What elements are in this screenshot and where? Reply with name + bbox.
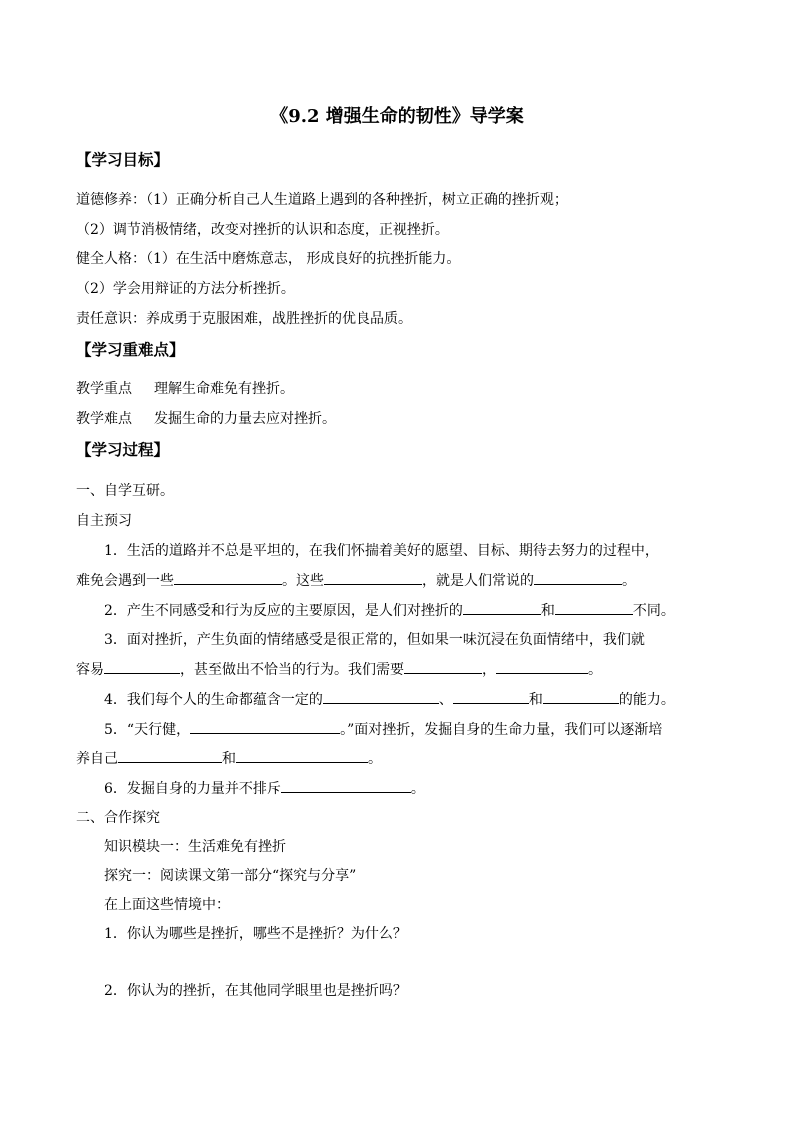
teaching-difficulty-text: 发掘生命的力量去应对挫折。 [154,411,336,427]
question-3-line-1: 3．面对挫折，产生负面的情绪感受是很正常的，但如果一味沉浸在负面情绪中，我们就 [104,632,645,648]
question-3-line-2: 容易 ，甚至做出不恰当的行为。我们需要 ， 。 [76,659,602,679]
answer-blank[interactable] [463,600,541,615]
question-1-line-1: 1．生活的道路并不总是平坦的，在我们怀揣着美好的愿望、目标、期待去努力的过程中， [104,543,659,559]
question-5-line-1: 5．“天行健， 。”面对挫折，发掘自身的生命力量，我们可以逐渐培 [104,719,662,739]
answer-blank[interactable] [496,659,588,674]
exploration-1: 探究一：阅读课文第一部分“探究与分享” [104,868,357,884]
goal-moral-1: 道德修养：（1）正确分析自己人生道路上遇到的各种挫折，树立正确的挫折观； [76,192,568,208]
keypoints-heading: 【学习重难点】 [76,340,185,359]
goal-personality-2: （2）学会用辩证的方法分析挫折。 [76,281,295,297]
question-4: 4．我们每个人的生命都蕴含一定的 、 和 的能力。 [104,689,675,709]
answer-blank[interactable] [174,570,282,585]
teaching-difficulty-label: 教学难点 [76,411,132,427]
question-1-line-2: 难免会遇到一些 。这些 ，就是人们常说的 。 [76,570,636,590]
teaching-difficulty [76,409,336,429]
part-two-title: 二、合作探究 [76,810,160,826]
answer-blank[interactable] [104,659,180,674]
document-title: 《9.2 增强生命的韧性》导学案 [270,106,524,127]
goal-moral-2: （2）调节消极情绪，改变对挫折的认识和态度，正视挫折。 [76,222,449,238]
answer-blank[interactable] [118,748,222,763]
answer-blank[interactable] [543,689,619,704]
answer-blank[interactable] [404,659,482,674]
teaching-focus [76,379,294,399]
question-2: 2．产生不同感受和行为反应的主要原因，是人们对挫折的 和 不同。 [104,600,675,620]
goal-responsibility: 责任意识：养成勇于克服困难，战胜挫折的优良品质。 [76,311,412,327]
knowledge-module-1: 知识模块一：生活难免有挫折 [104,839,286,855]
goal-personality-1: 健全人格：（1）在生活中磨炼意志， 形成良好的抗挫折能力。 [76,251,461,267]
discussion-question-2: 2．你认为的挫折，在其他同学眼里也是挫折吗？ [104,983,407,999]
teaching-focus-text: 理解生命难免有挫折。 [154,381,294,397]
teaching-focus-label: 教学重点 [76,381,132,397]
part-one-title: 一、自学互研。 [76,483,174,499]
question-5-line-2: 养自己 和 。 [76,748,382,768]
answer-blank[interactable] [281,778,411,793]
context-intro: 在上面这些情境中： [104,897,230,913]
goals-heading: 【学习目标】 [76,150,170,169]
answer-blank[interactable] [236,748,368,763]
answer-blank[interactable] [324,570,422,585]
process-heading: 【学习过程】 [76,440,170,459]
question-6: 6．发掘自身的力量并不排斥 。 [104,778,425,798]
discussion-question-1: 1．你认为哪些是挫折，哪些不是挫折？为什么？ [104,926,407,942]
answer-blank[interactable] [555,600,633,615]
answer-blank[interactable] [453,689,529,704]
self-preview-title: 自主预习 [76,513,132,529]
answer-blank[interactable] [534,570,622,585]
answer-blank[interactable] [190,719,340,734]
answer-blank[interactable] [323,689,439,704]
